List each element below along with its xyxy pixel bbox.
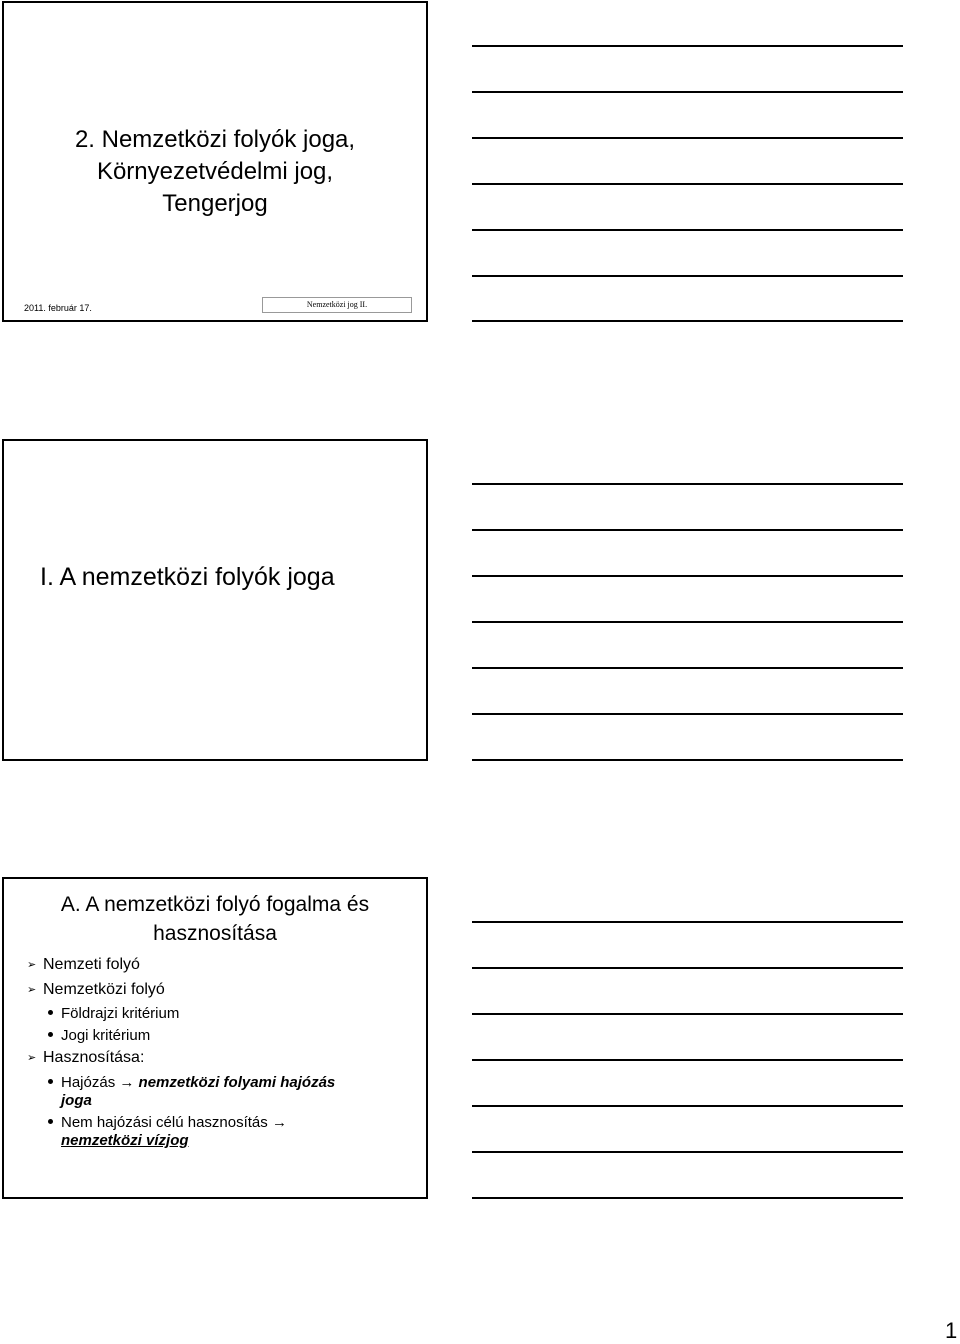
bullet-text: Nemzetközi folyó [43,981,165,998]
sub-bullet-nem-hajozasi-continuation: nemzetközi vízjog [61,1132,189,1149]
note-line [472,667,903,669]
note-line [472,759,903,761]
note-line [472,137,903,139]
slide-1-footer-center: Nemzetközi jog II. [262,297,412,313]
slide-2-title: I. A nemzetközi folyók joga [40,563,335,591]
note-line [472,183,903,185]
arrowhead-bullet-icon: ➢ [27,959,37,971]
note-line [472,1197,903,1199]
note-line [472,621,903,623]
note-line [472,229,903,231]
slide-1-title-line-3: Tengerjog [162,190,268,217]
dot-bullet-icon [48,1032,53,1037]
note-line [472,45,903,47]
slide-3-title [2,890,428,948]
sub-bullet-nem-hajozasi [48,1114,287,1131]
slide-1-footer-date: 2011. február 17. [24,303,92,313]
dot-bullet-icon [48,1119,53,1124]
arrowhead-bullet-icon: ➢ [27,1052,37,1064]
note-line [472,575,903,577]
sub-bullet-text: Földrajzi kritérium [61,1005,180,1022]
sub-bullet-jogi [48,1027,150,1044]
note-line [472,320,903,322]
bullet-nemzeti-folyo [27,956,140,974]
slide-1-title [2,124,428,220]
note-line [472,483,903,485]
bullet-nemzetkozi-folyo [27,981,165,999]
note-line [472,921,903,923]
sub-bullet-text: Nem hajózási célú hasznosítás [61,1114,272,1131]
note-line [472,91,903,93]
note-line [472,1059,903,1061]
note-line [472,1105,903,1107]
slide-3-title-line-2: hasznosítása [153,922,277,945]
slide-2 [2,439,428,761]
sub-bullet-foldrajzi [48,1005,179,1022]
dot-bullet-icon [48,1079,53,1084]
bullet-text: Hasznosítása: [43,1049,145,1066]
note-line [472,529,903,531]
note-line [472,967,903,969]
dot-bullet-icon [48,1010,53,1015]
note-line [472,713,903,715]
bullet-text: Nemzeti folyó [43,956,140,973]
right-arrow-icon: → [119,1074,135,1091]
sub-bullet-hajozas [48,1074,335,1091]
note-line [472,275,903,277]
note-line [472,1013,903,1015]
slide-3-title-line-1: A. A nemzetközi folyó fogalma és [60,893,370,916]
arrowhead-bullet-icon: ➢ [27,984,37,996]
bullet-hasznositasa [27,1049,144,1067]
slide-1-title-line-1: 2. Nemzetközi folyók joga, [74,126,356,153]
sub-bullet-text: Jogi kritérium [61,1027,151,1044]
sub-bullet-emphasis: nemzetközi folyami hajózás [134,1074,336,1091]
sub-bullet-hajozas-continuation: joga [61,1092,92,1109]
note-line [472,1151,903,1153]
page-number: 1 [945,1318,958,1343]
slide-1-title-line-2: Környezetvédelmi jog, [96,158,334,185]
right-arrow-icon: → [271,1114,287,1131]
sub-bullet-text: Hajózás [61,1074,120,1091]
